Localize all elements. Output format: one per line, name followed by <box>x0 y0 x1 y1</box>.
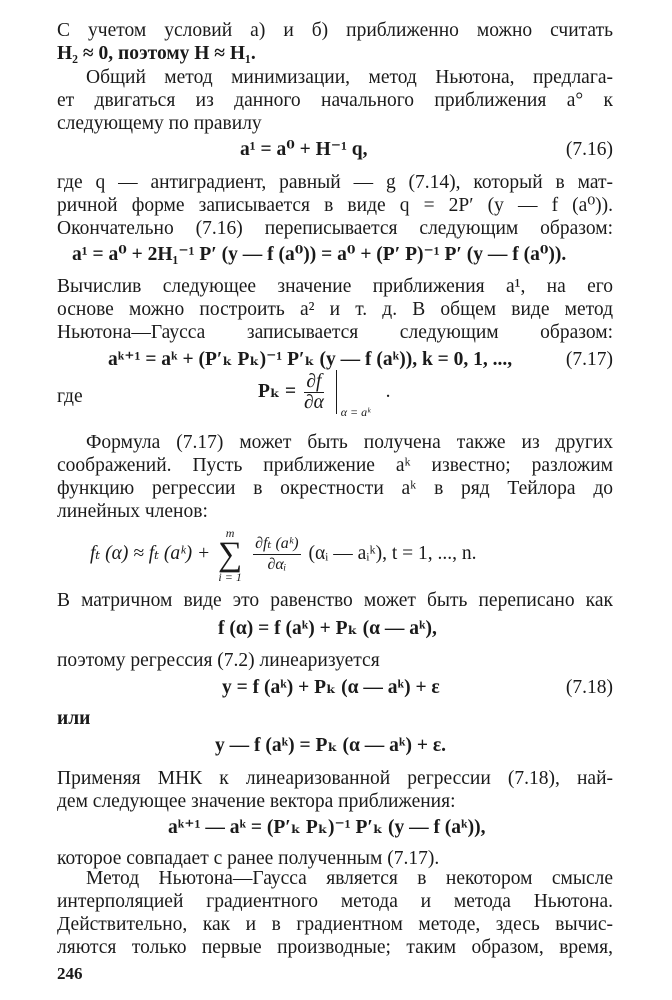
text-line: дем следующее значение вектора приближения: <box>57 791 456 812</box>
jacobian-lhs: Pₖ = <box>258 381 297 402</box>
equation-7-16-expanded: a¹ = a⁰ + 2H₁⁻¹ P′ (y — f (a⁰)) = a⁰ + (P′ P)⁻¹ P′ (y — f (a⁰)). <box>72 244 567 265</box>
text-line: Ньютона—Гаусса записывается следующим образом: <box>57 322 613 343</box>
sum-lower: i = 1 <box>218 569 242 584</box>
text-line: ляются только первые производные; таким образом, время, <box>57 937 613 958</box>
text-line: Действительно, как и в градиентном методе, здесь вычис- <box>57 914 613 935</box>
text-line: функцию регрессии в окрестности aᵏ в ряд Тейлора до <box>57 478 613 499</box>
text-line: поэтому регрессия (7.2) линеаризуется <box>57 650 380 671</box>
equation-number: (7.16) <box>565 139 613 160</box>
fraction-denominator: ∂α <box>303 391 324 413</box>
equation-jacobian <box>258 370 390 420</box>
equation-next-approximation: aᵏ⁺¹ — aᵏ = (P′ₖ Pₖ)⁻¹ P′ₖ (y — f (aᵏ)), <box>168 817 486 838</box>
text-line: Общий метод минимизации, метод Ньютона, предлага- <box>86 67 613 88</box>
evaluation-bar <box>336 370 371 419</box>
text-line: ричной форме записывается в виде q = 2P′ (y — f (a⁰)). <box>57 195 613 216</box>
equation-7-16: a¹ = a⁰ + H⁻¹ q, <box>240 139 368 160</box>
fraction-denominator: ∂αᵢ <box>267 556 287 574</box>
text-line: С учетом условий а) и б) приближенно можно считать <box>57 20 613 41</box>
equation-number: (7.18) <box>565 677 613 698</box>
text-line: ет двигаться из данного начального приближения a° к <box>57 90 613 111</box>
text-line: В матричном виде это равенство может быть переписано как <box>57 590 613 611</box>
text-line: основе можно построить a² и т. д. В общем виде метод <box>57 299 613 320</box>
equation-taylor <box>90 522 477 586</box>
fraction-numerator: ∂f <box>304 372 324 393</box>
text-line: интерполяцией градиентного метода и метода Ньютона. <box>57 891 613 912</box>
summation <box>218 527 242 583</box>
text-line: H₂ ≈ 0, поэтому H ≈ H₁. <box>57 43 256 64</box>
text-line: Метод Ньютона—Гаусса является в некотором смысле <box>86 868 613 889</box>
equation-7-18-rearranged: y — f (aᵏ) = Pₖ (α — aᵏ) + ε. <box>215 735 447 756</box>
equation-matrix-form: f (α) = f (aᵏ) + Pₖ (α — aᵏ), <box>218 618 437 639</box>
text-line: где q — антиградиент, равный — g (7.14), который в мат- <box>57 172 613 193</box>
text-line: соображений. Пусть приближение aᵏ известно; разложим <box>57 455 613 476</box>
evaluation-subscript: α = aᵏ <box>340 405 371 419</box>
text-line: Применяя МНК к линеаризованной регрессии (7.18), най- <box>57 768 613 789</box>
text-line: Формула (7.17) может быть получена также из других <box>86 432 613 453</box>
fraction <box>304 372 324 413</box>
equation-7-18: y = f (aᵏ) + Pₖ (α — aᵏ) + ε <box>222 677 440 698</box>
taylor-lhs: fₜ (α) ≈ fₜ (aᵏ) + <box>90 543 211 564</box>
equation-number: (7.17) <box>565 349 613 370</box>
text-line: следующему по правилу <box>57 113 262 134</box>
fraction-numerator: ∂fₜ (aᵏ) <box>253 534 300 555</box>
text-line: Вычислив следующее значение приближения a¹, на его <box>57 276 613 297</box>
text-line: Окончательно (7.16) переписывается следующим образом: <box>57 218 613 239</box>
text-line: или <box>57 708 91 729</box>
sum-sign: ∑ <box>218 535 243 573</box>
page-number: 246 <box>57 964 83 983</box>
period: . <box>385 381 391 402</box>
taylor-rhs: (αᵢ — aᵢᵏ), t = 1, ..., n. <box>308 543 477 564</box>
text-line: где <box>57 386 83 407</box>
fraction <box>253 534 300 575</box>
text-line: которое совпадает с ранее полученным (7.17). <box>57 848 440 869</box>
equation-7-17: aᵏ⁺¹ = aᵏ + (P′ₖ Pₖ)⁻¹ P′ₖ (y — f (aᵏ)), k = 0, 1, ..., <box>108 349 513 370</box>
text-line: линейных членов: <box>57 501 208 522</box>
sum-upper: m <box>225 525 235 540</box>
